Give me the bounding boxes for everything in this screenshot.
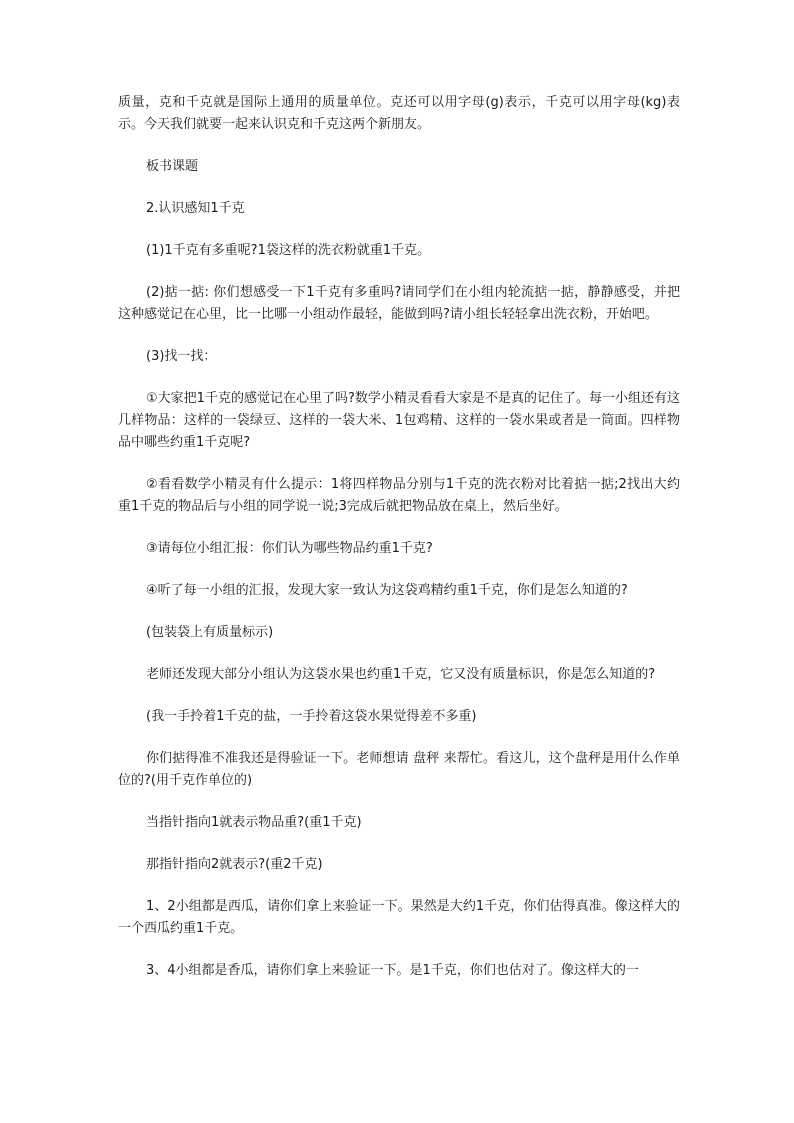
paragraph-section-heading: 2.认识感知1千克 — [146, 201, 245, 216]
paragraph-teacher-question: 老师还发现大部分小组认为这袋水果也约重1千克，它又没有质量标识，你是怎么知道的? — [146, 667, 656, 682]
paragraph-item-4: ④听了每一小组的汇报，发现大家一致认为这袋鸡精约重1千克，你们是怎么知道的? — [146, 583, 628, 598]
paragraph-item-3: ③请每位小组汇报：你们认为哪些物品约重1千克? — [146, 541, 433, 556]
paragraph-item-1: ①大家把1千克的感觉记在心里了吗?数学小精灵看看大家是不是真的记住了。每一小组还有这几样物品：这样的一袋绿豆、这样的一袋大米、1包鸡精、这样的一袋水果或者是一筒面。四样物品中哪些约重1千克呢? — [118, 391, 680, 450]
paragraph-step-3: (3)找一找： — [146, 349, 217, 364]
paragraph-verify: 你们掂得准不准我还是得验证一下。老师想请 盘秤 来帮忙。看这儿，这个盘秤是用什么作单位的?(用千克作单位的) — [118, 751, 680, 788]
paragraph-intro: 质量，克和千克就是国际上通用的质量单位。克还可以用字母(g)表示，千克可以用字母(kg)表示。今天我们就要一起来认识克和千克这两个新朋友。 — [118, 95, 680, 132]
paragraph-melon: 3、4小组都是香瓜，请你们拿上来验证一下。是1千克，你们也估对了。像这样大的一 — [146, 963, 639, 978]
paragraph-board-title: 板书课题 — [146, 159, 199, 174]
paragraph-answer-2: (我一手拎着1千克的盐，一手拎着这袋水果觉得差不多重) — [146, 709, 477, 724]
paragraph-pointer-2: 那指针指向2就表示?(重2千克) — [146, 857, 323, 872]
paragraph-item-2: ②看看数学小精灵有什么提示：1将四样物品分别与1千克的洗衣粉对比着掂一掂;2找出大约重1千克的物品后与小组的同学说一说;3完成后就把物品放在桌上，然后坐好。 — [118, 477, 680, 514]
document-body — [118, 92, 680, 1002]
paragraph-pointer-1: 当指针指向1就表示物品重?(重1千克) — [146, 815, 362, 830]
paragraph-step-2: (2)掂一掂: 你们想感受一下1千克有多重吗?请同学们在小组内轮流掂一掂，静静感受，并把这种感觉记在心里，比一比哪一小组动作最轻，能做到吗?请小组长轻轻拿出洗衣粉，开始吧。 — [118, 285, 680, 322]
paragraph-watermelon: 1、2小组都是西瓜，请你们拿上来验证一下。果然是大约1千克，你们估得真准。像这样大的一个西瓜约重1千克。 — [118, 899, 680, 936]
paragraph-step-1: (1)1千克有多重呢?1袋这样的洗衣粉就重1千克。 — [146, 243, 431, 258]
paragraph-answer-1: (包装袋上有质量标示) — [146, 625, 274, 640]
